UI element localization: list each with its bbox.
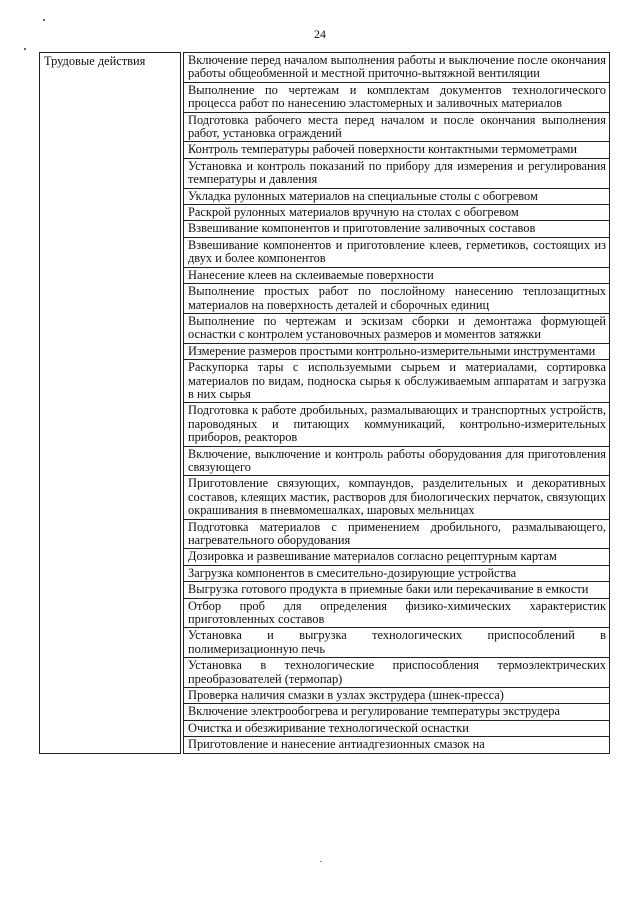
labor-action-cell: Раскрой рулонных материалов вручную на столах с обогревом <box>184 205 610 221</box>
labor-action-cell: Взвешивание компонентов и приготовление заливочных составов <box>184 221 610 237</box>
labor-action-cell: Включение перед началом выполнения работы и выключение после окончания работы общеобменной и местной приточно-вытяжной вентиляции <box>184 53 610 83</box>
labor-action-cell: Установка и выгрузка технологических приспособлений в полимеризационную печь <box>184 628 610 658</box>
labor-action-cell: Выполнение простых работ по послойному нанесению теплозащитных материалов на поверхность деталей и сборочных единиц <box>184 284 610 314</box>
page-number: 24 <box>314 27 326 41</box>
labor-action-cell: Подготовка к работе дробильных, размалывающих и транспортных устройств, пароводяных и питающих коммуникаций, контрольно-измерительных приборов, реакторов <box>184 403 610 446</box>
labor-action-cell: Включение, выключение и контроль работы оборудования для приготовления связующего <box>184 446 610 476</box>
labor-action-cell: Установка и контроль показаний по прибору для измерения и регулирования температуры и давления <box>184 158 610 188</box>
labor-action-cell: Установка в технологические приспособления термоэлектрических преобразователей (термопар) <box>184 658 610 688</box>
labor-action-cell: Контроль температуры рабочей поверхности контактными термометрами <box>184 142 610 158</box>
scan-mark <box>320 861 322 862</box>
labor-action-cell: Выполнение по чертежам и комплектам документов технологического процесса работ по нанесению эластомерных и заливочных материалов <box>184 82 610 112</box>
labor-action-cell: Приготовление и нанесение антиадгезионных смазок на <box>184 737 610 753</box>
labor-action-cell: Очистка и обезжиривание технологической оснастки <box>184 720 610 736</box>
labor-action-cell: Укладка рулонных материалов на специальные столы с обогревом <box>184 188 610 204</box>
labor-action-cell: Приготовление связующих, компаундов, разделительных и декоративных составов, клеящих мастик, растворов для биологических перчаток, связующих окрашивания в пневмомешалках, шаровых мельницах <box>184 476 610 519</box>
labor-action-cell: Взвешивание компонентов и приготовление клеев, герметиков, состоящих из двух и более компонентов <box>184 237 610 267</box>
labor-action-cell: Измерение размеров простыми контрольно-измерительными инструментами <box>184 343 610 359</box>
labor-action-cell: Нанесение клеев на склеиваемые поверхности <box>184 267 610 283</box>
table-row <box>40 53 610 83</box>
labor-action-cell: Подготовка материалов с применением дробильного, размалывающего, нагревательного оборудования <box>184 519 610 549</box>
labor-actions-table <box>39 52 610 754</box>
labor-action-cell: Раскупорка тары с используемыми сырьем и материалами, сортировка материалов по видам, подноска сырья к обслуживаемым аппаратам и загрузка в них сырья <box>184 360 610 403</box>
labor-action-cell: Проверка наличия смазки в узлах экструдера (шнек-пресса) <box>184 688 610 704</box>
scan-speck <box>43 19 45 21</box>
labor-action-cell: Выгрузка готового продукта в приемные баки или перекачивание в емкости <box>184 582 610 598</box>
labor-action-cell: Загрузка компонентов в смесительно-дозирующие устройства <box>184 565 610 581</box>
labor-action-cell: Дозировка и развешивание материалов согласно рецептурным картам <box>184 549 610 565</box>
labor-action-cell: Подготовка рабочего места перед началом и после окончания выполнения работ, установка ограждений <box>184 112 610 142</box>
row-label-cell: Трудовые действия <box>40 53 181 754</box>
labor-action-cell: Выполнение по чертежам и эскизам сборки и демонтажа формующей оснастки с контролем установочных размеров и моментов затяжки <box>184 313 610 343</box>
scan-speck <box>24 48 26 50</box>
labor-action-cell: Отбор проб для определения физико-химических характеристик приготовленных составов <box>184 598 610 628</box>
labor-action-cell: Включение электрообогрева и регулирование температуры экструдера <box>184 704 610 720</box>
